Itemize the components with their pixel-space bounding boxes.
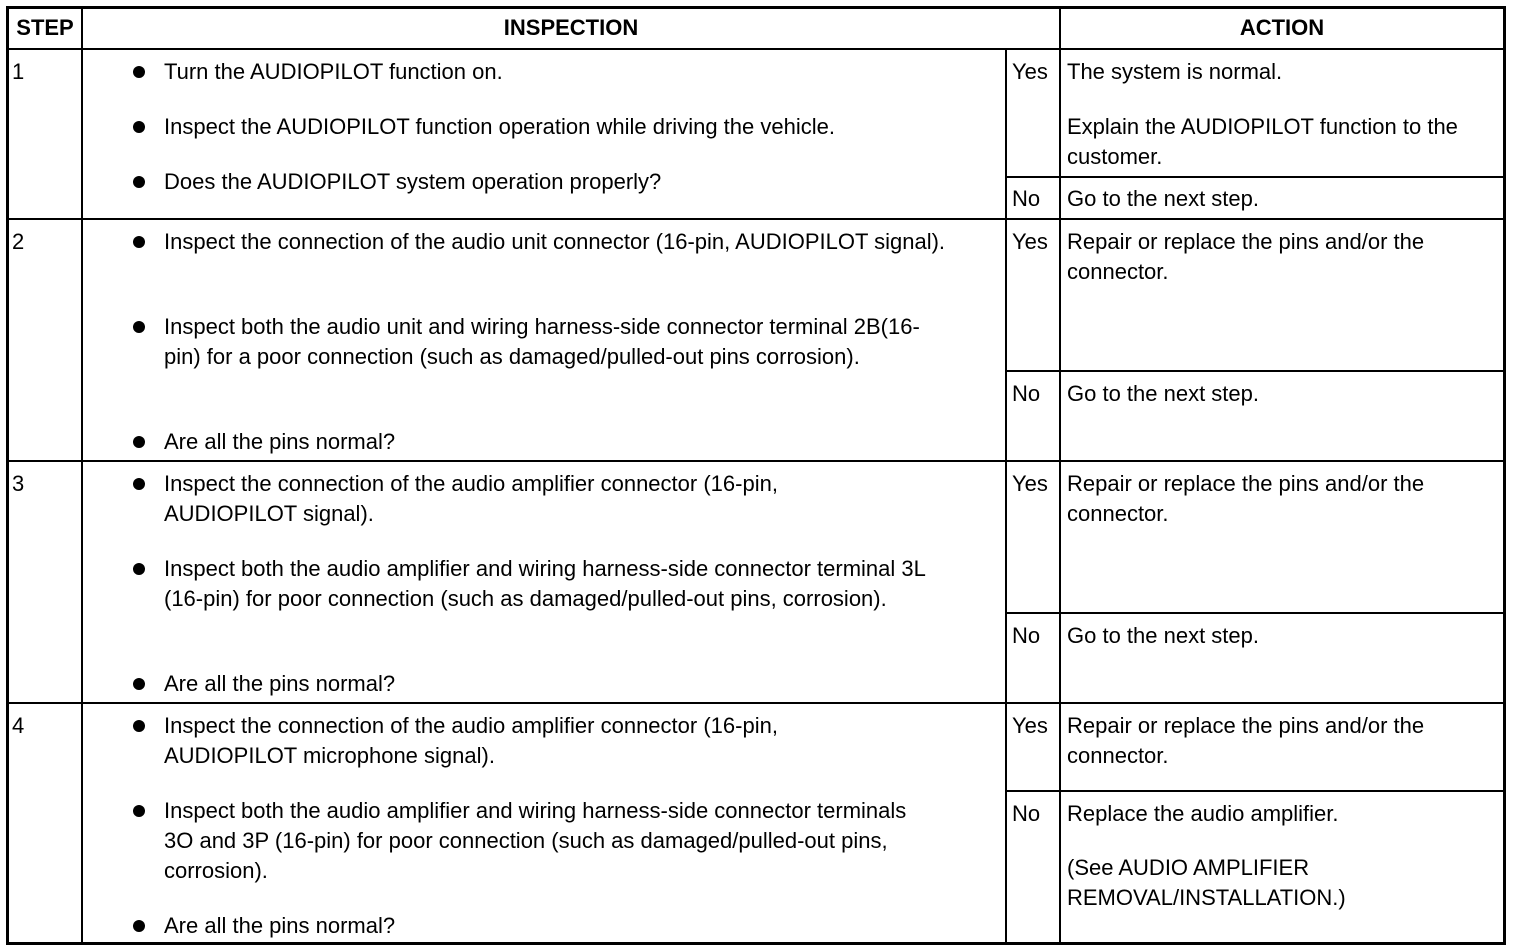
no-action-line: Go to the next step.	[1067, 623, 1260, 648]
yes-action-line: The system is normal.	[1067, 59, 1283, 84]
no-label: No	[1012, 381, 1041, 406]
yes-action-line: Repair or replace the pins and/or the connector.	[1067, 471, 1425, 526]
no-label: No	[1012, 623, 1041, 648]
header-action: ACTION	[1239, 15, 1325, 40]
inspection-bullet: Inspect the connection of the audio unit connector (16-pin, AUDIOPILOT signal).	[164, 227, 984, 257]
divider-step3-row	[6, 702, 1506, 704]
divider-step2-yes-no	[1005, 370, 1506, 372]
inspection-bullet: Inspect the connection of the audio amplifier connector (16-pin, AUDIOPILOT microphone signal).	[164, 711, 884, 771]
yes-label: Yes	[1012, 713, 1048, 738]
yes-label: Yes	[1012, 229, 1048, 254]
divider-step4-yes-no	[1005, 790, 1506, 792]
inspection-bullet: Inspect both the audio amplifier and wiring harness-side connector terminal 3L (16-pin) for poor connection (such as damaged/pulled-out pins, corrosion).	[164, 554, 954, 614]
step-number: 2	[12, 229, 25, 254]
inspection-bullet: Turn the AUDIOPILOT function on.	[164, 57, 984, 87]
divider-step2-row	[6, 460, 1506, 462]
step-number: 4	[12, 713, 25, 738]
header-inspection: INSPECTION	[503, 15, 639, 40]
divider-step3-yes-no	[1005, 612, 1506, 614]
no-action-line: Go to the next step.	[1067, 381, 1260, 406]
divider-step1-yes-no	[1005, 176, 1506, 178]
inspection-bullet: Inspect both the audio amplifier and wiring harness-side connector terminals 3O and 3P (16-pin) for poor connection (such as damaged/pulled-out pins, corrosion).	[164, 796, 924, 886]
yes-label: Yes	[1012, 59, 1048, 84]
table-border-bottom	[6, 942, 1506, 945]
table-border-right	[1503, 6, 1506, 945]
yes-action-line: Repair or replace the pins and/or the connector.	[1067, 713, 1425, 768]
yes-action-line: Explain the AUDIOPILOT function to the customer.	[1067, 114, 1458, 169]
header-step: STEP	[16, 15, 74, 40]
divider-action-col	[1059, 6, 1061, 945]
yes-label: Yes	[1012, 471, 1048, 496]
yes-action-line: Repair or replace the pins and/or the connector.	[1067, 229, 1425, 284]
inspection-bullet: Inspect the connection of the audio amplifier connector (16-pin, AUDIOPILOT signal).	[164, 469, 884, 529]
divider-header-row	[6, 48, 1506, 50]
no-action-line: Replace the audio amplifier.	[1067, 801, 1339, 826]
step-number: 1	[12, 59, 25, 84]
inspection-bullet: Are all the pins normal?	[164, 427, 984, 457]
divider-step-col	[81, 6, 83, 945]
table-border-left	[6, 6, 9, 945]
inspection-bullet: Does the AUDIOPILOT system operation properly?	[164, 167, 984, 197]
no-label: No	[1012, 186, 1041, 211]
no-action-line: Go to the next step.	[1067, 186, 1260, 211]
divider-answer-col	[1005, 48, 1007, 945]
inspection-bullet: Inspect both the audio unit and wiring harness-side connector terminal 2B(16-pin) for a poor connection (such as damaged/pulled-out pins corrosion).	[164, 312, 954, 372]
step-number: 3	[12, 471, 25, 496]
inspection-table	[6, 6, 1506, 945]
inspection-bullet: Are all the pins normal?	[164, 911, 984, 941]
divider-step1-row	[6, 218, 1506, 220]
no-action-line: (See AUDIO AMPLIFIER REMOVAL/INSTALLATION.)	[1067, 855, 1346, 910]
no-label: No	[1012, 801, 1041, 826]
inspection-bullet: Are all the pins normal?	[164, 669, 984, 699]
table-border-top	[6, 6, 1506, 9]
inspection-bullet: Inspect the AUDIOPILOT function operation while driving the vehicle.	[164, 112, 984, 142]
